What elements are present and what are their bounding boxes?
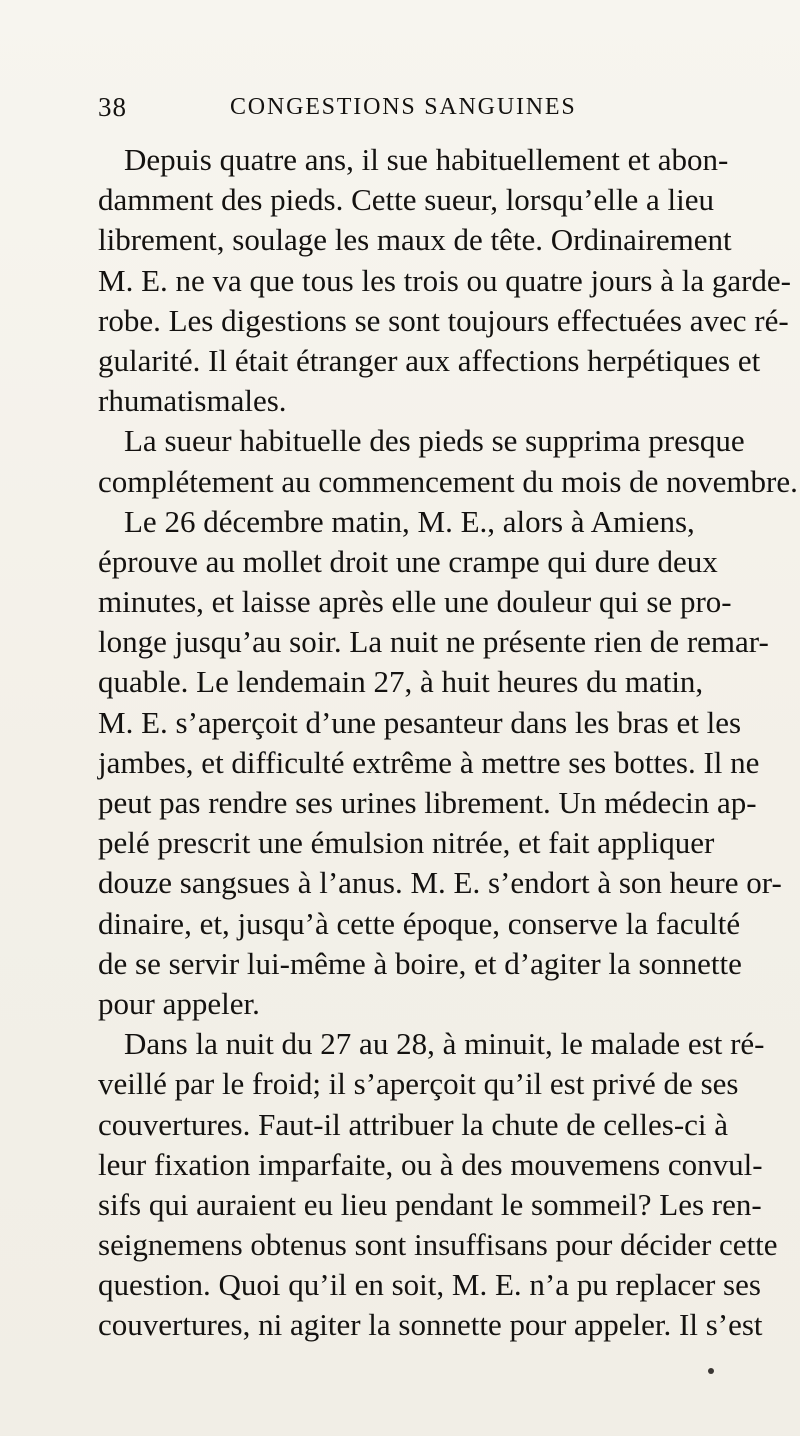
running-head: CONGESTIONS SANGUINES — [230, 94, 577, 120]
body-text — [98, 140, 798, 1346]
text-line: pelé prescrit une émulsion nitrée, et fait appliquer — [98, 825, 715, 861]
text-line: seignemens obtenus sont insuffisans pour décider cette — [98, 1227, 778, 1263]
text-line: damment des pieds. Cette sueur, lorsqu’elle a lieu — [98, 182, 715, 218]
text-line: Dans la nuit du 27 au 28, à minuit, le malade est ré- — [124, 1026, 765, 1062]
text-line: couvertures, ni agiter la sonnette pour appeler. Il s’est — [98, 1307, 763, 1343]
text-line: leur fixation imparfaite, ou à des mouvemens convul- — [98, 1146, 763, 1182]
text-line: dinaire, et, jusqu’à cette époque, conserve la faculté — [98, 905, 741, 941]
text-line: question. Quoi qu’il en soit, M. E. n’a pu replacer ses — [98, 1267, 761, 1303]
page-number: 38 — [98, 92, 127, 122]
text-line: complétement au commencement du mois de novembre. — [98, 463, 798, 499]
page-header — [98, 92, 778, 132]
text-line: jambes, et difficulté extrême à mettre ses bottes. Il ne — [98, 744, 760, 780]
text-line: minutes, et laisse après elle une douleur qui se pro- — [98, 584, 732, 620]
text-line: peut pas rendre ses urines librement. Un médecin ap- — [98, 785, 757, 820]
text-line: couvertures. Faut-il attribuer la chute de celles-ci à — [98, 1106, 729, 1142]
text-line: veillé par le froid; il s’aperçoit qu’il est privé de ses — [98, 1066, 739, 1102]
text-line: gularité. Il était étranger aux affections herpétiques et — [98, 342, 761, 378]
text-line: Depuis quatre ans, il sue habituellement et abon- — [124, 142, 729, 177]
text-line: éprouve au mollet droit une crampe qui dure deux — [98, 543, 718, 579]
text-line: La sueur habituelle des pieds se supprima presque — [124, 423, 745, 459]
text-line: quable. Le lendemain 27, à huit heures du matin, — [98, 664, 704, 700]
ink-speck — [708, 1368, 714, 1374]
text-line: longe jusqu’au soir. La nuit ne présente rien de remar- — [98, 624, 769, 660]
text-line: douze sangsues à l’anus. M. E. s’endort à son heure or- — [98, 865, 782, 901]
text-line: Le 26 décembre matin, M. E., alors à Amiens, — [124, 503, 695, 539]
text-line: pour appeler. — [98, 985, 260, 1021]
text-line: de se servir lui-même à boire, et d’agiter la sonnette — [98, 945, 742, 981]
text-line: robe. Les digestions se sont toujours effectuées avec ré- — [98, 302, 789, 338]
text-line: sifs qui auraient eu lieu pendant le sommeil? Les ren- — [98, 1186, 762, 1222]
text-line: rhumatismales. — [98, 383, 287, 419]
text-line: M. E. s’aperçoit d’une pesanteur dans les bras et les — [98, 704, 742, 740]
text-line: librement, soulage les maux de tête. Ordinairement — [98, 222, 732, 258]
text-line: M. E. ne va que tous les trois ou quatre jours à la garde- — [98, 262, 792, 298]
